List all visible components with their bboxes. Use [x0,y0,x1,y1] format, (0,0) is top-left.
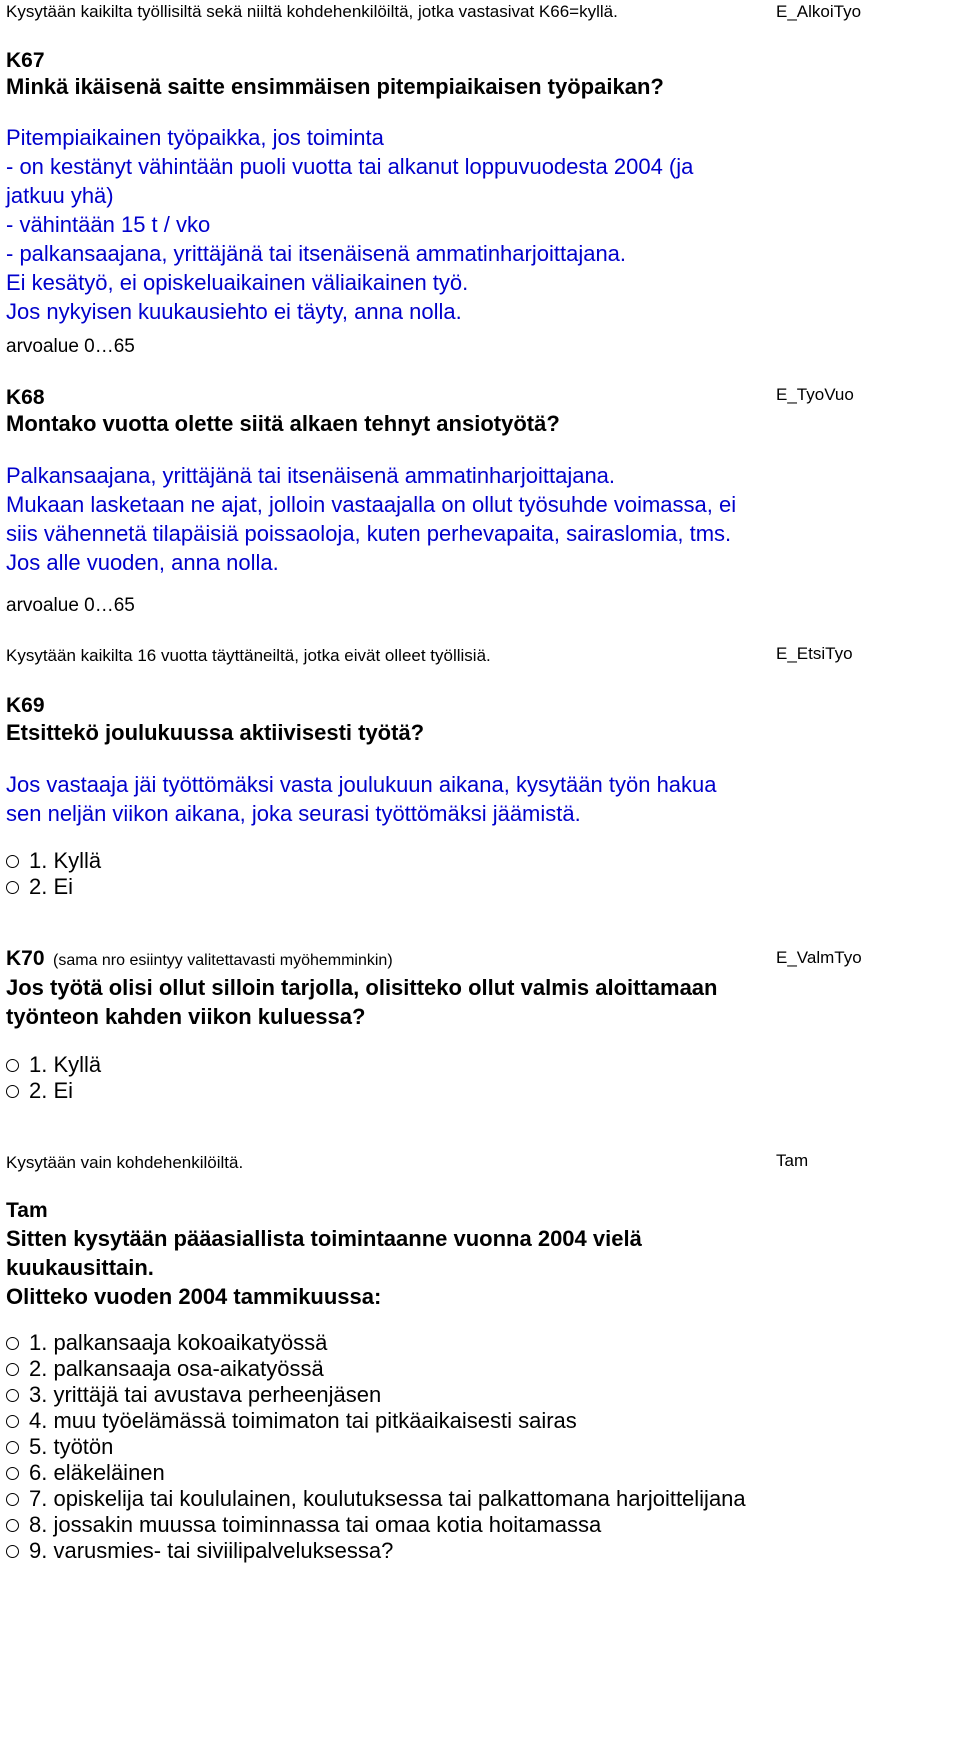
radio-icon[interactable] [6,1467,19,1480]
k67-variable-code: E_AlkoiTyo [776,2,862,21]
k67-question-text: Minkä ikäisenä saitte ensimmäisen pitempiaikaisen työpaikan? [6,74,664,99]
instruction-line: Pitempiaikainen työpaikka, jos toiminta [6,125,384,150]
option-label: 2. Ei [29,874,74,899]
option-label: 5. työtön [29,1434,114,1459]
option-label: 9. varusmies- tai siviilipalveluksessa? [29,1538,394,1563]
radio-icon[interactable] [6,1059,19,1072]
question-line: kuukausittain. [6,1255,154,1280]
k70-note: (sama nro esiintyy valitettavasti myöhemminkin) [52,952,393,969]
radio-icon[interactable] [6,1519,19,1532]
tam-condition: Kysytään vain kohdehenkilöiltä. [6,1153,244,1172]
option-kylla[interactable] [6,848,101,874]
instruction-line: sen neljän viikon aikana, joka seurasi työttömäksi jäämistä. [6,801,581,826]
instruction-line: Jos vastaaja jäi työttömäksi vasta joulukuun aikana, kysytään työn hakua [6,772,717,797]
option-label: 3. yrittäjä tai avustava perheenjäsen [29,1382,382,1407]
k67-value-range: arvoalue 0…65 [6,336,135,357]
option-1[interactable] [6,1330,746,1356]
k67-instructions [6,123,693,326]
k68-instructions [6,461,736,577]
instruction-line: - on kestänyt vähintään puoli vuotta tai alkanut loppuvuodesta 2004 (ja [6,154,694,179]
tam-question-id: Tam [6,1199,48,1222]
option-9[interactable] [6,1538,746,1564]
k68-question-id: K68 [6,386,45,409]
k70-variable-code: E_ValmTyo [776,948,862,967]
radio-icon[interactable] [6,1415,19,1428]
k69-condition: Kysytään kaikilta 16 vuotta täyttäneiltä, jotka eivät olleet työllisiä. [6,646,491,665]
instruction-line: Jos nykyisen kuukausiehto ei täyty, anna nolla. [6,299,462,324]
instruction-line: Jos alle vuoden, anna nolla. [6,550,279,575]
option-label: 4. muu työelämässä toimimaton tai pitkäaikaisesti sairas [29,1408,577,1433]
k70-question-id: K70 [6,947,45,970]
option-label: 2. Ei [29,1078,74,1103]
instruction-line: siis vähennetä tilapäisiä poissaoloja, kuten perhevapaita, sairaslomia, tms. [6,521,732,546]
tam-variable-code: Tam [776,1151,809,1170]
question-line: työnteon kahden viikon kuluessa? [6,1004,366,1029]
option-label: 1. Kyllä [29,848,102,873]
option-ei[interactable] [6,874,101,900]
radio-icon[interactable] [6,855,19,868]
question-line: Olitteko vuoden 2004 tammikuussa: [6,1284,382,1309]
tam-options [6,1330,746,1564]
k70-options [6,1052,101,1104]
k67-question-id: K67 [6,49,45,72]
instruction-line: Ei kesätyö, ei opiskeluaikainen väliaikainen työ. [6,270,469,295]
radio-icon[interactable] [6,1389,19,1402]
instruction-line: Palkansaajana, yrittäjänä tai itsenäisenä ammatinharjoittajana. [6,463,616,488]
option-label: 7. opiskelija tai koululainen, koulutuksessa tai palkattomana harjoittelijana [29,1486,746,1511]
option-label: 8. jossakin muussa toiminnassa tai omaa kotia hoitamassa [29,1512,602,1537]
question-line: Jos työtä olisi ollut silloin tarjolla, olisitteko ollut valmis aloittamaan [6,975,718,1000]
option-label: 2. palkansaaja osa-aikatyössä [29,1356,324,1381]
option-7[interactable] [6,1486,746,1512]
option-3[interactable] [6,1382,746,1408]
k68-variable-code: E_TyoVuo [776,385,854,404]
radio-icon[interactable] [6,1085,19,1098]
option-ei[interactable] [6,1078,101,1104]
k69-question-text: Etsittekö joulukuussa aktiivisesti työtä? [6,720,425,745]
option-label: 6. eläkeläinen [29,1460,165,1485]
radio-icon[interactable] [6,1337,19,1350]
option-6[interactable] [6,1460,746,1486]
option-2[interactable] [6,1356,746,1382]
radio-icon[interactable] [6,1493,19,1506]
option-label: 1. Kyllä [29,1052,102,1077]
tam-question-text [6,1224,642,1311]
k69-options [6,848,101,900]
k67-condition: Kysytään kaikilta työllisiltä sekä niiltä kohdehenkilöiltä, jotka vastasivat K66=kyllä. [6,2,618,21]
option-5[interactable] [6,1434,746,1460]
radio-icon[interactable] [6,1363,19,1376]
question-line: Sitten kysytään pääasiallista toimintaanne vuonna 2004 vielä [6,1226,642,1251]
instruction-line: jatkuu yhä) [6,183,114,208]
k70-question-text [6,973,717,1031]
instruction-line: - palkansaajana, yrittäjänä tai itsenäisenä ammatinharjoittajana. [6,241,627,266]
k69-variable-code: E_EtsiTyo [776,644,853,663]
option-8[interactable] [6,1512,746,1538]
instruction-line: - vähintään 15 t / vko [6,212,211,237]
radio-icon[interactable] [6,1545,19,1558]
radio-icon[interactable] [6,881,19,894]
option-label: 1. palkansaaja kokoaikatyössä [29,1330,328,1355]
option-kylla[interactable] [6,1052,101,1078]
k68-value-range: arvoalue 0…65 [6,595,135,616]
k70-question-header [6,947,393,971]
k69-instructions [6,770,717,828]
k69-question-id: K69 [6,694,45,717]
radio-icon[interactable] [6,1441,19,1454]
option-4[interactable] [6,1408,746,1434]
instruction-line: Mukaan lasketaan ne ajat, jolloin vastaajalla on ollut työsuhde voimassa, ei [6,492,737,517]
k68-question-text: Montako vuotta olette siitä alkaen tehnyt ansiotyötä? [6,411,560,436]
